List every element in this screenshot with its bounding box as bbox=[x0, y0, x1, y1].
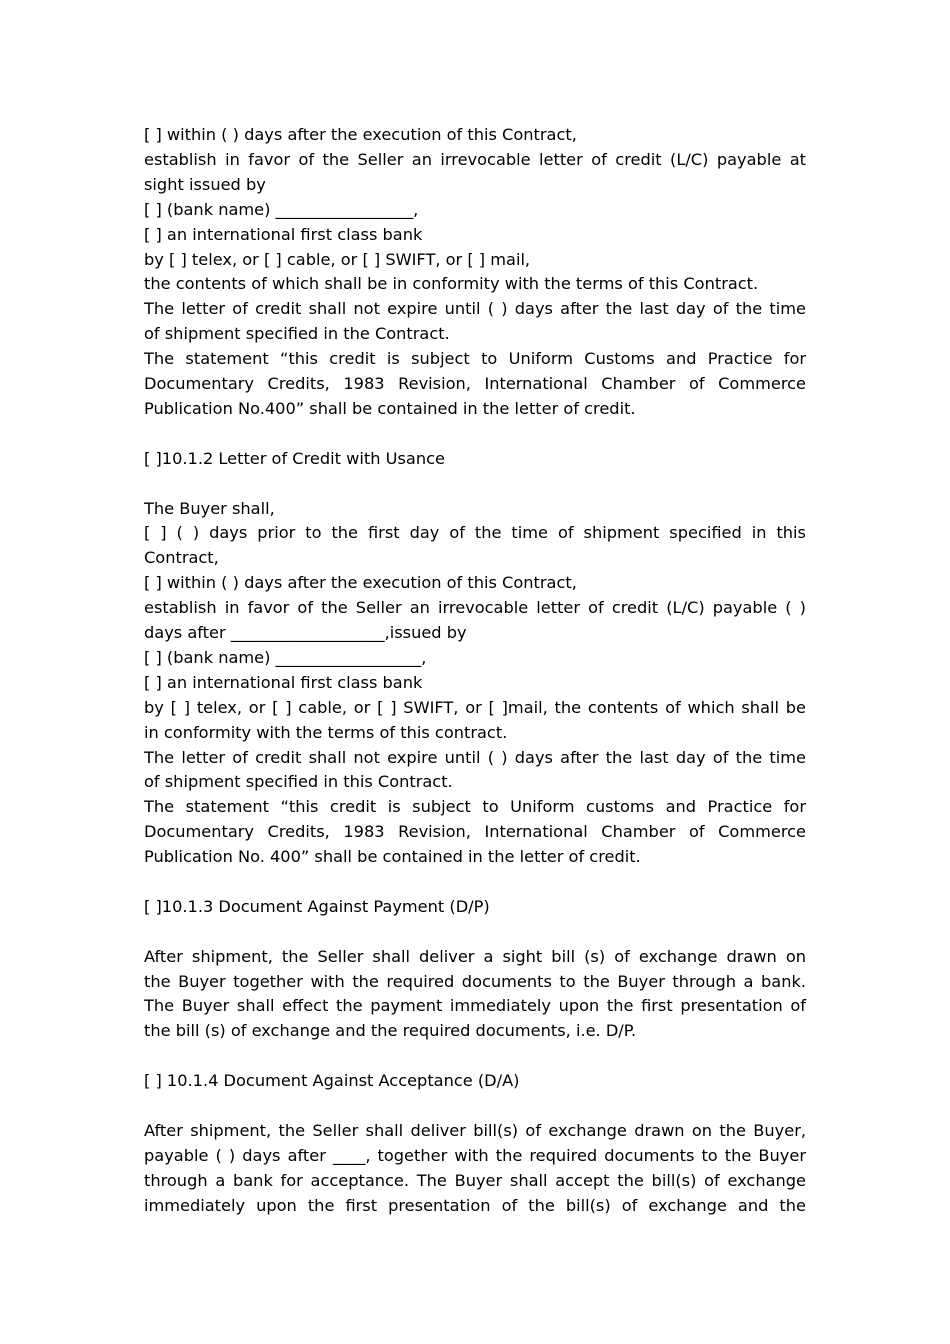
text-line: through a bank for acceptance. The Buyer shall accept the bill(s) of exchange bbox=[144, 1170, 806, 1190]
text-line: [ ] within ( ) days after the execution of this Contract, bbox=[144, 125, 577, 144]
section-heading: [ ]10.1.2 Letter of Credit with Usance bbox=[144, 448, 445, 468]
text-line: establish in favor of the Seller an irrevocable letter of credit (L/C) payable at bbox=[144, 149, 806, 169]
text-line: Contract, bbox=[144, 548, 219, 568]
document-page bbox=[144, 123, 806, 1219]
text-line: [ ] (bank name) _________________, bbox=[144, 199, 419, 219]
blank-line bbox=[144, 870, 806, 895]
text-line: The Buyer shall effect the payment immediately upon the first presentation of bbox=[144, 996, 806, 1016]
text-line: [ ] ( ) days prior to the first day of the time of shipment specified in this bbox=[144, 523, 806, 543]
text-line: Publication No.400” shall be contained in the letter of credit. bbox=[144, 398, 636, 418]
section-heading: [ ]10.1.3 Document Against Payment (D/P) bbox=[144, 896, 490, 916]
text-line: [ ] an international first class bank bbox=[144, 672, 423, 692]
text-line: [ ] an international first class bank bbox=[144, 224, 423, 244]
section-heading: [ ] 10.1.4 Document Against Acceptance (D/A) bbox=[144, 1071, 520, 1091]
text-line: [ ] (bank name) __________________, bbox=[144, 647, 427, 667]
text-line: The statement “this credit is subject to Uniform customs and Practice for bbox=[144, 797, 806, 817]
text-line: The letter of credit shall not expire until ( ) days after the last day of the time bbox=[144, 747, 806, 767]
text-line: Documentary Credits, 1983 Revision, International Chamber of Commerce bbox=[144, 374, 806, 394]
text-line: in conformity with the terms of this contract. bbox=[144, 722, 508, 742]
text-line: Publication No. 400” shall be contained in the letter of credit. bbox=[144, 847, 641, 867]
text-line: by [ ] telex, or [ ] cable, or [ ] SWIFT, or [ ]mail, the contents of which shall be bbox=[144, 697, 806, 717]
text-line: The Buyer shall, bbox=[144, 498, 275, 518]
blank-line bbox=[144, 920, 806, 945]
blank-line bbox=[144, 472, 806, 497]
text-line: establish in favor of the Seller an irrevocable letter of credit (L/C) payable ( ) bbox=[144, 598, 806, 618]
text-line: the contents of which shall be in conformity with the terms of this Contract. bbox=[144, 274, 759, 294]
text-line: [ ] within ( ) days after the execution of this Contract, bbox=[144, 573, 577, 593]
text-line: of shipment specified in this Contract. bbox=[144, 772, 453, 792]
text-line: The statement “this credit is subject to Uniform Customs and Practice for bbox=[144, 349, 806, 369]
text-line: the bill (s) of exchange and the required documents, i.e. D/P. bbox=[144, 1021, 637, 1041]
text-line: After shipment, the Seller shall deliver bill(s) of exchange drawn on the Buyer, bbox=[144, 1120, 806, 1140]
text-line: payable ( ) days after ____, together with the required documents to the Buyer bbox=[144, 1145, 806, 1165]
text-line: After shipment, the Seller shall deliver a sight bill (s) of exchange drawn on bbox=[144, 946, 806, 966]
text-line: Documentary Credits, 1983 Revision, International Chamber of Commerce bbox=[144, 822, 806, 842]
blank-line bbox=[144, 1044, 806, 1069]
text-line: The letter of credit shall not expire until ( ) days after the last day of the time bbox=[144, 299, 806, 319]
text-line: by [ ] telex, or [ ] cable, or [ ] SWIFT, or [ ] mail, bbox=[144, 249, 531, 269]
blank-line bbox=[144, 1094, 806, 1119]
text-line: sight issued by bbox=[144, 174, 266, 194]
text-line: the Buyer together with the required documents to the Buyer through a bank. bbox=[144, 971, 806, 991]
text-line: immediately upon the first presentation of the bill(s) of exchange and the bbox=[144, 1195, 806, 1215]
blank-line bbox=[144, 422, 806, 447]
text-line: of shipment specified in the Contract. bbox=[144, 324, 450, 344]
text-line: days after ___________________,issued by bbox=[144, 623, 467, 642]
